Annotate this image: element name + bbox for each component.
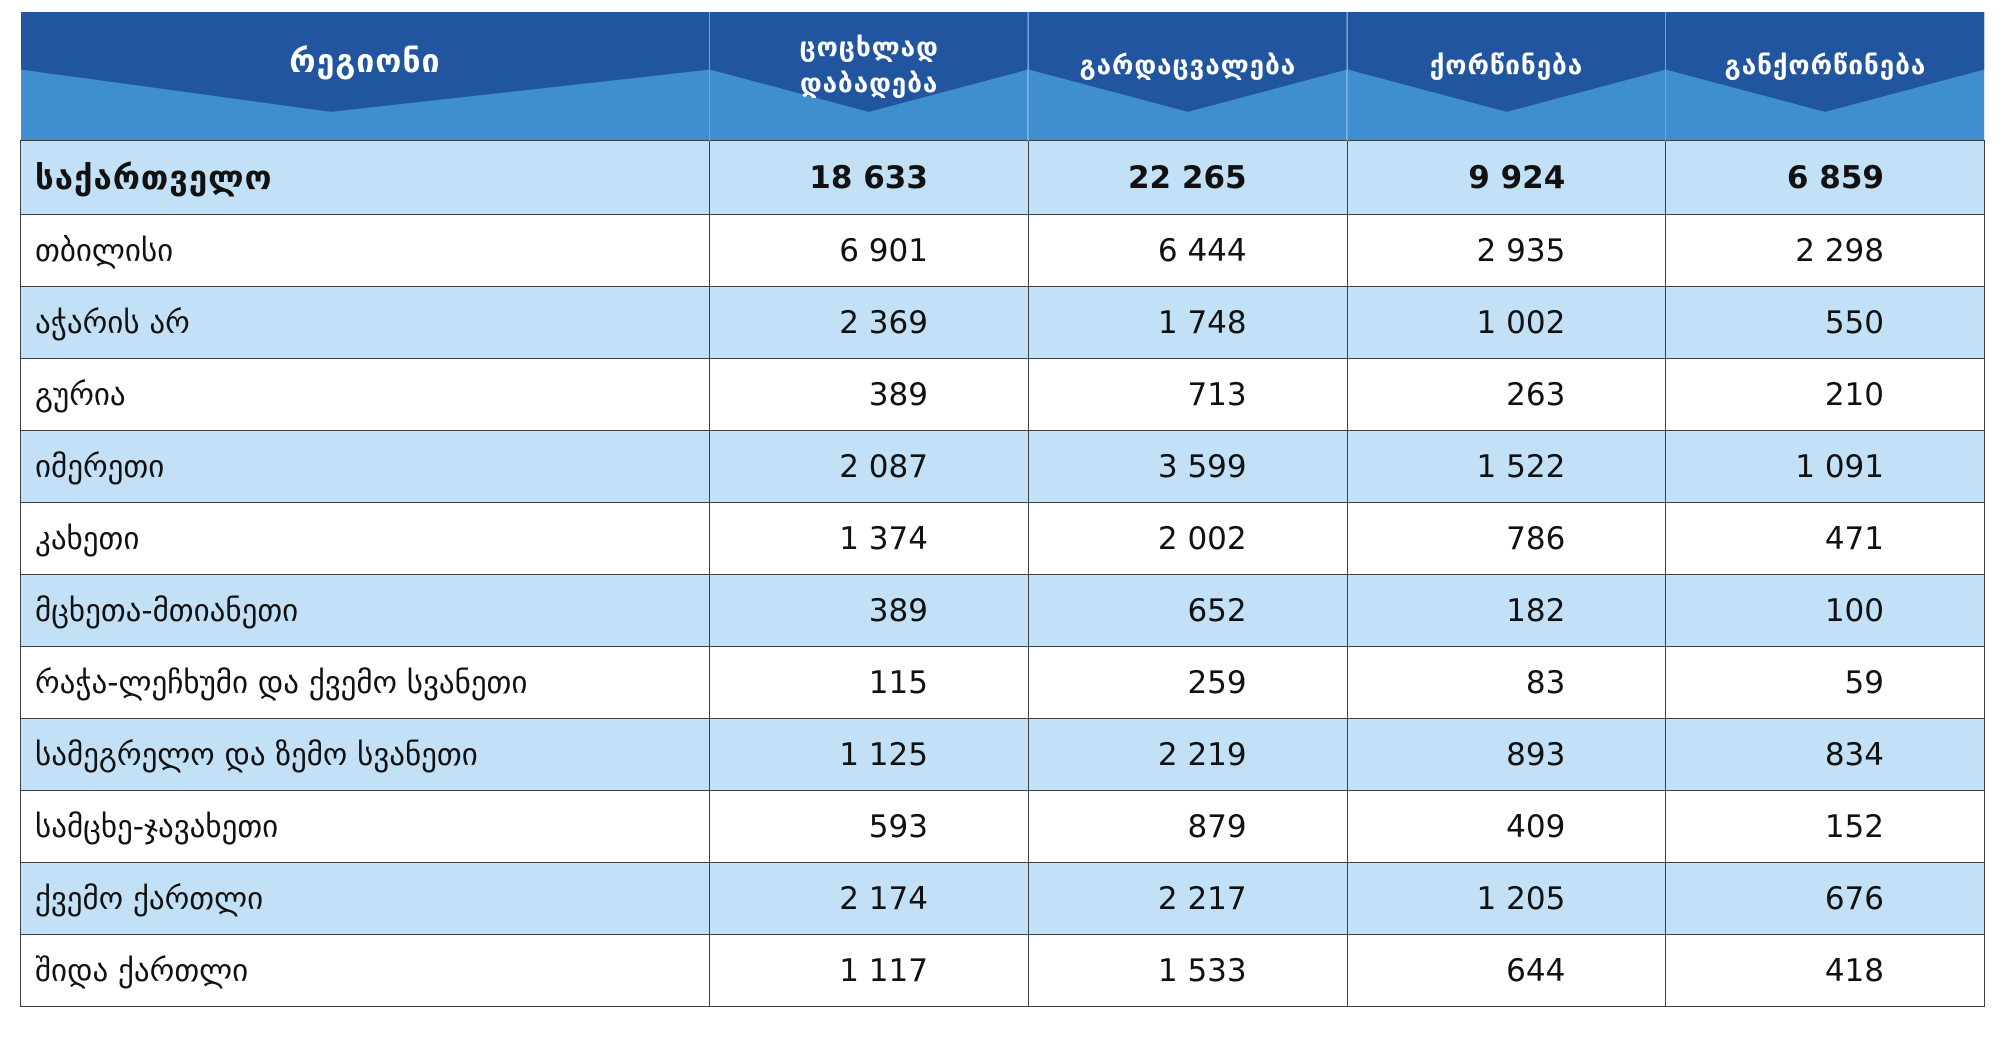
table-row [21,863,1985,935]
value-live-births: 18 633 [710,141,1029,215]
header-row [21,12,1985,141]
region-name: შიდა ქართლი [21,935,710,1007]
value-marriages: 1 522 [1347,431,1666,503]
value-divorces: 100 [1666,575,1985,647]
value-deaths: 1 533 [1028,935,1347,1007]
header-deaths [1028,12,1347,141]
value-marriages: 1 205 [1347,863,1666,935]
value-divorces: 59 [1666,647,1985,719]
region-name: იმერეთი [21,431,710,503]
value-live-births: 389 [710,575,1029,647]
region-name: რაჭა-ლეჩხუმი და ქვემო სვანეთი [21,647,710,719]
table-row [21,503,1985,575]
region-name: კახეთი [21,503,710,575]
value-live-births: 2 174 [710,863,1029,935]
region-name: აჭარის არ [21,287,710,359]
value-live-births: 389 [710,359,1029,431]
region-name: საქართველო [21,141,710,215]
value-live-births: 2 369 [710,287,1029,359]
value-divorces: 418 [1666,935,1985,1007]
region-name: თბილისი [21,215,710,287]
value-divorces: 550 [1666,287,1985,359]
value-deaths: 652 [1028,575,1347,647]
value-deaths: 1 748 [1028,287,1347,359]
value-live-births: 1 374 [710,503,1029,575]
table-row [21,575,1985,647]
value-deaths: 22 265 [1028,141,1347,215]
header-label: რეგიონი [289,42,441,80]
table-row [21,359,1985,431]
value-marriages: 263 [1347,359,1666,431]
value-divorces: 1 091 [1666,431,1985,503]
value-deaths: 2 217 [1028,863,1347,935]
table-row-total [21,141,1985,215]
table-row [21,215,1985,287]
value-deaths: 2 219 [1028,719,1347,791]
region-name: გურია [21,359,710,431]
value-deaths: 259 [1028,647,1347,719]
value-divorces: 2 298 [1666,215,1985,287]
value-divorces: 152 [1666,791,1985,863]
value-marriages: 409 [1347,791,1666,863]
value-deaths: 713 [1028,359,1347,431]
value-deaths: 3 599 [1028,431,1347,503]
header-region [21,12,710,141]
header-label: განქორწინება [1724,51,1927,81]
region-name: მცხეთა-მთიანეთი [21,575,710,647]
table-row [21,719,1985,791]
table-row [21,791,1985,863]
value-live-births: 593 [710,791,1029,863]
value-divorces: 471 [1666,503,1985,575]
value-deaths: 6 444 [1028,215,1347,287]
data-table-container [20,12,1985,1007]
data-table [20,12,1985,1007]
region-name: ქვემო ქართლი [21,863,710,935]
value-marriages: 1 002 [1347,287,1666,359]
value-marriages: 83 [1347,647,1666,719]
value-divorces: 6 859 [1666,141,1985,215]
value-marriages: 644 [1347,935,1666,1007]
header-live-births [710,12,1029,141]
header-label: ცოცხლად დაბადება [799,33,939,99]
value-live-births: 1 125 [710,719,1029,791]
table-row [21,287,1985,359]
value-marriages: 786 [1347,503,1666,575]
value-deaths: 879 [1028,791,1347,863]
region-name: სამეგრელო და ზემო სვანეთი [21,719,710,791]
table-row [21,647,1985,719]
value-divorces: 210 [1666,359,1985,431]
value-live-births: 115 [710,647,1029,719]
header-label: ქორწინება [1429,51,1584,81]
value-marriages: 2 935 [1347,215,1666,287]
value-live-births: 2 087 [710,431,1029,503]
header-label: გარდაცვალება [1079,51,1297,81]
value-marriages: 893 [1347,719,1666,791]
value-live-births: 6 901 [710,215,1029,287]
value-divorces: 676 [1666,863,1985,935]
value-deaths: 2 002 [1028,503,1347,575]
value-marriages: 9 924 [1347,141,1666,215]
header-marriages [1347,12,1666,141]
table-row [21,431,1985,503]
header-divorces [1666,12,1985,141]
value-marriages: 182 [1347,575,1666,647]
value-divorces: 834 [1666,719,1985,791]
region-name: სამცხე-ჯავახეთი [21,791,710,863]
table-row [21,935,1985,1007]
value-live-births: 1 117 [710,935,1029,1007]
